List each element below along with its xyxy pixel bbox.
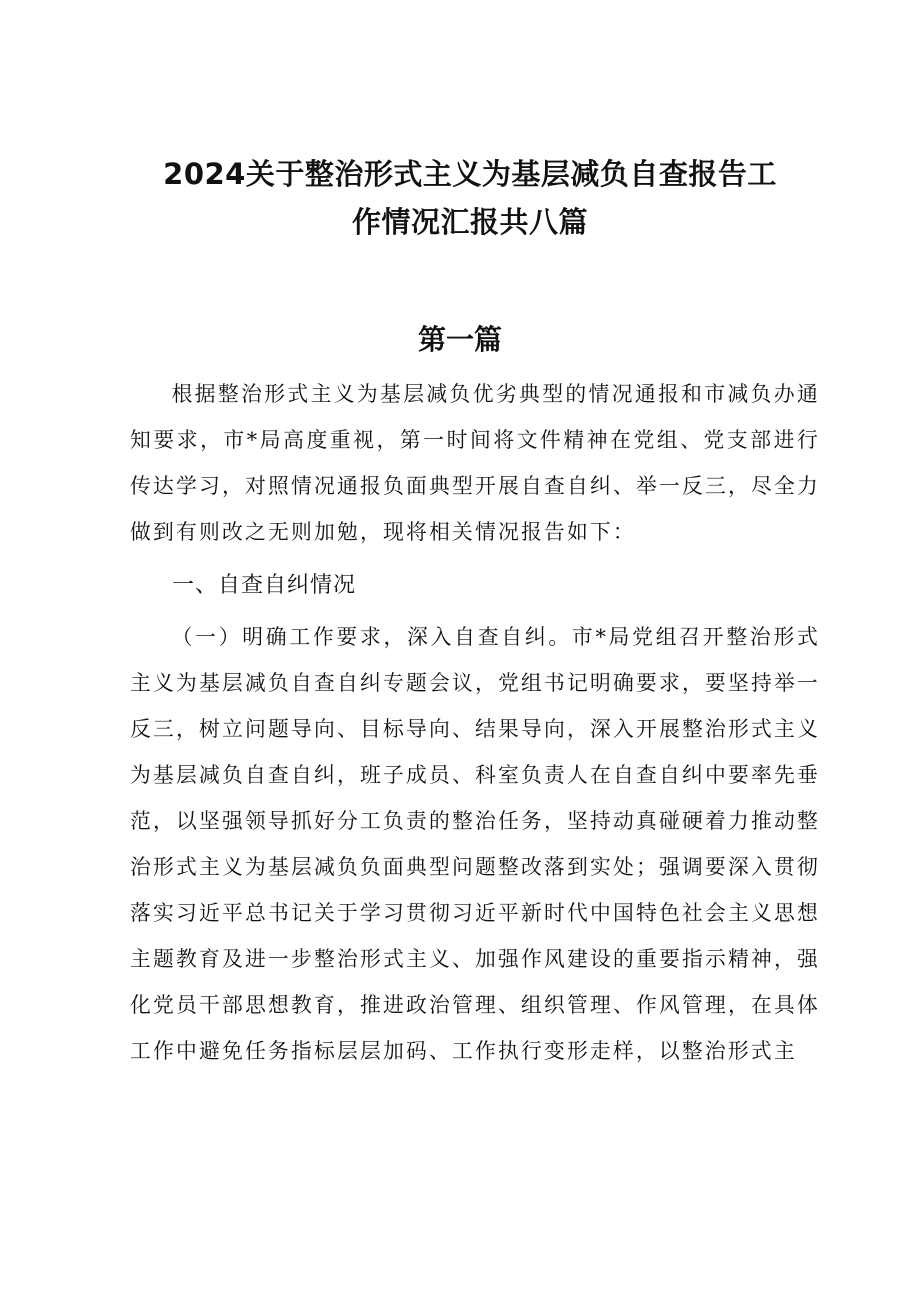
chapter-heading: 第一篇 — [417, 323, 502, 356]
body-paragraph: （一）明确工作要求，深入自查自纠。市*局党组召开整治形式主义为基层减负自查自纠专题会议，党组书记明确要求，要坚持举一反三，树立问题导向、目标导向、结果导向，深入开展整治形式主义为基层减负自查自纠，班子成员、科室负责人在自查自纠中要率先垂范，以坚强领导抓好分工负责的整治任务，坚持动真碰硬着力推动整治形式主义为基层减负负面典型问题整改落到实处；强调要深入贯彻落实习近平总书记关于学习贯彻习近平新时代中国特色社会主义思想主题教育及进一步整治形式主义、加强作风建设的重要指示精神，强化党员干部思想教育，推进政治管理、组织管理、作风管理，在具体工作中避免任务指标层层加码、工作执行变形走样，以整治形式主 — [130, 625, 820, 1063]
intro-paragraph: 根据整治形式主义为基层减负优劣典型的情况通报和市减负办通知要求，市*局高度重视，第一时间将文件精神在党组、党支部进行传达学习，对照情况通报负面典型开展自查自纠、举一反三，尽全力做到有则改之无则加勉，现将相关情况报告如下： — [130, 382, 820, 544]
document-title: 2024关于整治形式主义为基层减负自查报告工作情况汇报共八篇 — [163, 157, 777, 239]
section-heading: 一、自查自纠情况 — [172, 573, 357, 598]
